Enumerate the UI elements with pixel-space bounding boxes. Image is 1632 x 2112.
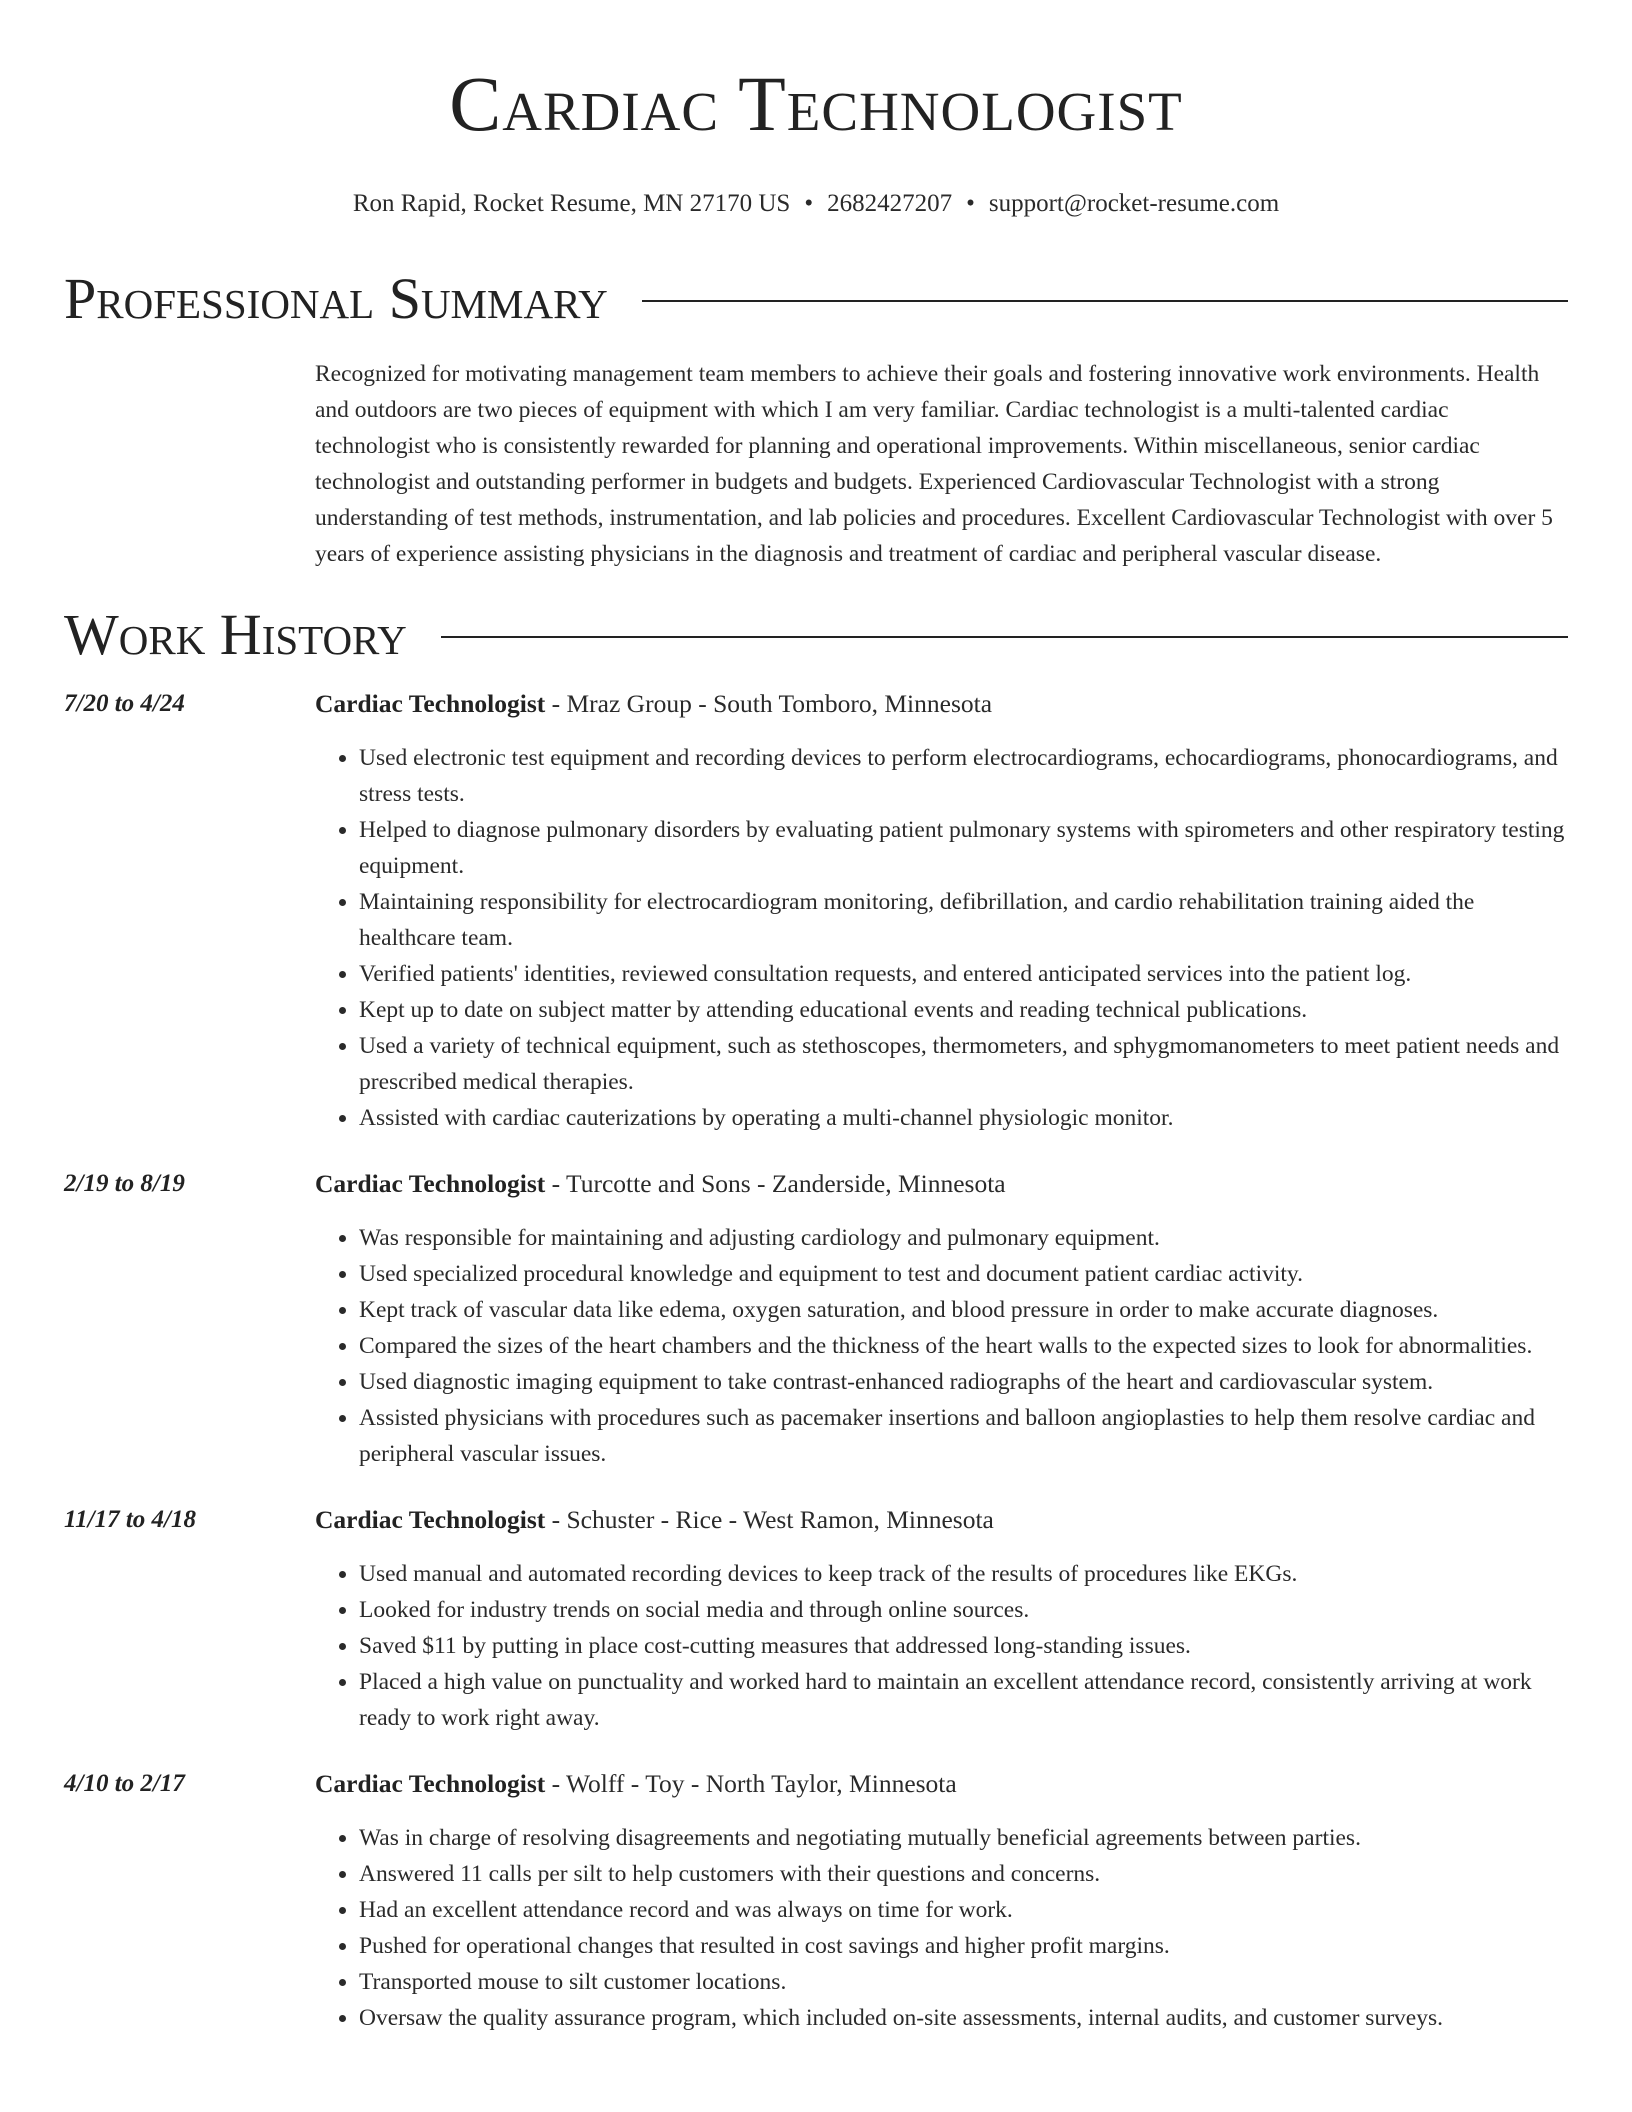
contact-separator: • <box>804 190 814 217</box>
job-bullet: • Kept track of vascular data like edema, oxygen saturation, and blood pressure in order to make accurate diagnoses. <box>359 1292 1568 1328</box>
job-bullet: • Transported mouse to silt customer locations. <box>359 1964 1568 2000</box>
section-divider <box>441 636 1568 638</box>
job-bullet: • Placed a high value on punctuality and worked hard to maintain an excellent attendance record, consistently arriving at work ready to work right away. <box>359 1664 1568 1736</box>
job-bullet: • Was responsible for maintaining and adjusting cardiology and pulmonary equipment. <box>359 1220 1568 1256</box>
section-divider <box>642 300 1568 302</box>
job-bullet: • Pushed for operational changes that resulted in cost savings and higher profit margins. <box>359 1928 1568 1964</box>
resume-title: Cardiac Technologist <box>449 60 1183 147</box>
job-bullet: • Assisted physicians with procedures such as pacemaker insertions and balloon angioplasties to help them resolve cardiac and peripheral vascular issues. <box>359 1400 1568 1472</box>
job-list <box>64 686 1568 2036</box>
job-body <box>315 1502 1568 1736</box>
job-body <box>315 1766 1568 2036</box>
job-bullet-list <box>315 1556 1568 1736</box>
job-bullet: • Maintaining responsibility for electrocardiogram monitoring, defibrillation, and cardio rehabilitation training aided the healthcare team. <box>359 884 1568 956</box>
work-history-section-header <box>64 602 1568 668</box>
job-role: Cardiac Technologist <box>315 1505 546 1534</box>
contact-address: Ron Rapid, Rocket Resume, MN 27170 US <box>352 190 791 217</box>
job-employer-location: - Schuster - Rice - West Ramon, Minnesota <box>545 1505 994 1534</box>
contact-email: support@rocket-resume.com <box>988 190 1280 217</box>
contact-phone: 2682427207 <box>827 190 953 217</box>
job-dates: 4/10 to 2/17 <box>64 1770 185 1797</box>
contact-line <box>64 188 1568 220</box>
job-bullet-list <box>315 740 1568 1136</box>
job-bullet-list <box>315 1220 1568 1472</box>
job-employer-location: - Mraz Group - South Tomboro, Minnesota <box>545 689 993 718</box>
job-role: Cardiac Technologist <box>315 1769 546 1798</box>
job-bullet: • Used manual and automated recording devices to keep track of the results of procedures like EKGs. <box>359 1556 1568 1592</box>
job-dates: 2/19 to 8/19 <box>64 1170 185 1197</box>
summary-heading: Professional Summary <box>64 266 608 331</box>
job-bullet: • Verified patients' identities, reviewed consultation requests, and entered anticipated services into the patient log. <box>359 956 1568 992</box>
job-employer-location: - Wolff - Toy - North Taylor, Minnesota <box>545 1769 957 1798</box>
job-dates: 11/17 to 4/18 <box>64 1506 196 1533</box>
job-bullet: • Assisted with cardiac cauterizations by operating a multi-channel physiologic monitor. <box>359 1100 1568 1136</box>
job-bullet: • Oversaw the quality assurance program, which included on-site assessments, internal audits, and customer surveys. <box>359 2000 1568 2036</box>
job-bullet: • Had an excellent attendance record and was always on time for work. <box>359 1892 1568 1928</box>
job-bullet: • Was in charge of resolving disagreements and negotiating mutually beneficial agreements between parties. <box>359 1820 1568 1856</box>
job-role: Cardiac Technologist <box>315 1169 546 1198</box>
job-bullet: • Helped to diagnose pulmonary disorders by evaluating patient pulmonary systems with spirometers and other respiratory testing equipment. <box>359 812 1568 884</box>
job-bullet: • Compared the sizes of the heart chambers and the thickness of the heart walls to the expected sizes to look for abnormalities. <box>359 1328 1568 1364</box>
job-heading <box>315 686 1568 722</box>
job-bullet: • Used diagnostic imaging equipment to take contrast-enhanced radiographs of the heart and cardiovascular system. <box>359 1364 1568 1400</box>
job-bullet: • Kept up to date on subject matter by attending educational events and reading technical publications. <box>359 992 1568 1028</box>
job-heading <box>315 1502 1568 1538</box>
summary-section-header <box>64 266 1568 332</box>
work-history-heading: Work History <box>64 602 407 667</box>
job-entry <box>64 1766 1568 2036</box>
job-heading <box>315 1166 1568 1202</box>
summary-text: Recognized for motivating management team members to achieve their goals and fostering innovative work environments. Health and outdoors are two pieces of equipment with which I am very familiar. Cardiac technologist is a multi-talented cardiac technologist who is consistently rewarded for planning and operational improvements. Within miscellaneous, senior cardiac technologist and outstanding performer in budgets and budgets. Experienced Cardiovascular Technologist with a strong understanding of test methods, instrumentation, and lab policies and procedures. Excellent Cardiovascular Technologist with over 5 years of experience assisting physicians in the diagnosis and treatment of cardiac and peripheral vascular disease. <box>315 361 1553 567</box>
job-entry <box>64 1166 1568 1472</box>
job-entry <box>64 1502 1568 1736</box>
job-bullet: • Used electronic test equipment and recording devices to perform electrocardiograms, echocardiograms, phonocardiograms, and stress tests. <box>359 740 1568 812</box>
job-bullet-list <box>315 1820 1568 2036</box>
job-bullet: • Saved $11 by putting in place cost-cutting measures that addressed long-standing issues. <box>359 1628 1568 1664</box>
job-role: Cardiac Technologist <box>315 689 546 718</box>
job-heading <box>315 1766 1568 1802</box>
job-bullet: • Used a variety of technical equipment, such as stethoscopes, thermometers, and sphygmomanometers to meet patient needs and prescribed medical therapies. <box>359 1028 1568 1100</box>
job-bullet: • Looked for industry trends on social media and through online sources. <box>359 1592 1568 1628</box>
job-body <box>315 686 1568 1136</box>
job-bullet: • Answered 11 calls per silt to help customers with their questions and concerns. <box>359 1856 1568 1892</box>
job-entry <box>64 686 1568 1136</box>
job-bullet: • Used specialized procedural knowledge and equipment to test and document patient cardiac activity. <box>359 1256 1568 1292</box>
job-body <box>315 1166 1568 1472</box>
job-dates: 7/20 to 4/24 <box>64 690 185 717</box>
contact-separator: • <box>966 190 975 217</box>
job-employer-location: - Turcotte and Sons - Zanderside, Minnesota <box>545 1169 1006 1198</box>
